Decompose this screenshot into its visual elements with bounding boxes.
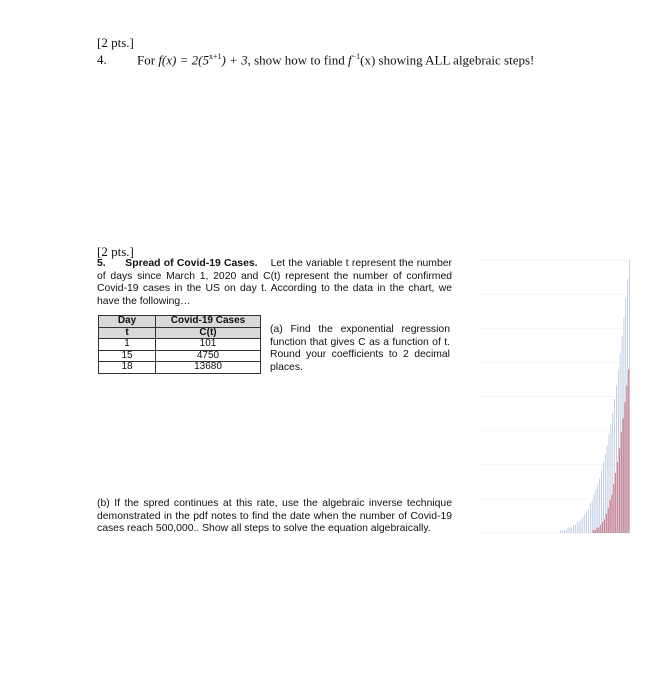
- problem4-statement: [137, 52, 534, 68]
- bar-other-countries: [590, 503, 591, 533]
- bar-other-countries: [612, 413, 613, 533]
- part-b-text: (b) If the spred continues at this rate, use the algebraic inverse technique demonstrated in the pdf notes to find the date when the number of Covid-19 cases reach 500,000.. Show all steps to solve the equation algebraically.: [97, 498, 452, 535]
- bar-united-states: [597, 528, 598, 533]
- bar-other-countries: [569, 528, 570, 533]
- bar-other-countries: [571, 528, 572, 533]
- bar-other-countries: [577, 522, 578, 533]
- problem5-intro-text: Let the variable t represent the number of days since March 1, 2020 and C(t) represent the number of confirmed Covid-19 cases in the US on day t. According to the data in the chart, we have the following…: [97, 258, 452, 307]
- table-cell: 13680: [156, 362, 261, 374]
- problem4-prefix: For: [137, 52, 156, 68]
- bar-united-states: [621, 432, 622, 533]
- bar-united-states: [593, 530, 594, 533]
- bar-united-states: [623, 418, 624, 533]
- table-row: [99, 362, 261, 374]
- bar-other-countries: [586, 511, 587, 533]
- bar-other-countries: [597, 484, 598, 533]
- table-subheader-t: t: [99, 327, 156, 339]
- bar-united-states: [595, 530, 596, 533]
- table-cell: 15: [99, 350, 156, 362]
- bar-other-countries: [625, 298, 626, 533]
- bar-other-countries: [579, 522, 580, 533]
- bar-united-states: [610, 500, 611, 533]
- problem4-function: f(x) = 2(5: [158, 52, 209, 68]
- problem4-inverse: f: [347, 52, 352, 68]
- bar-other-countries: [627, 279, 628, 533]
- problem4-function-tail: ) + 3: [221, 52, 248, 68]
- bar-other-countries: [614, 399, 615, 533]
- problem4-inverse-tail: (x): [360, 52, 376, 68]
- table-cell: 1: [99, 339, 156, 351]
- table-row: [99, 350, 261, 362]
- table-subheader-row: [99, 327, 261, 339]
- table-cell: 18: [99, 362, 156, 374]
- bar-united-states: [608, 508, 609, 533]
- bar-united-states: [619, 448, 620, 533]
- bar-united-states: [626, 386, 627, 533]
- bar-other-countries: [584, 514, 585, 533]
- bar-other-countries: [605, 454, 606, 533]
- problem5-points: [2 pts.]: [97, 244, 134, 259]
- bar-other-countries: [607, 446, 608, 533]
- bar-other-countries: [594, 495, 595, 533]
- table-subheader-ct: C(t): [156, 327, 261, 339]
- problem4-exponent: x+1: [208, 52, 222, 61]
- bar-other-countries: [573, 525, 574, 533]
- bar-other-countries: [601, 470, 602, 533]
- bar-other-countries: [629, 260, 630, 533]
- bar-other-countries: [596, 489, 597, 533]
- bar-united-states: [613, 484, 614, 533]
- bar-united-states: [612, 495, 613, 533]
- bar-other-countries: [581, 519, 582, 533]
- bar-united-states: [625, 402, 626, 533]
- bar-united-states: [617, 462, 618, 533]
- bar-other-countries: [564, 530, 565, 533]
- bar-other-countries: [620, 353, 621, 533]
- problem5-intro: [97, 258, 452, 308]
- problem5-number: 5.: [97, 258, 106, 269]
- bar-other-countries: [575, 525, 576, 533]
- bar-united-states: [598, 528, 599, 533]
- table-header-day: Day: [99, 316, 156, 328]
- problem4-inverse-sup: −1: [351, 52, 361, 61]
- bar-other-countries: [583, 517, 584, 533]
- bar-other-countries: [568, 528, 569, 533]
- bar-united-states: [600, 525, 601, 533]
- bar-united-states: [604, 519, 605, 533]
- table-cell: 101: [156, 339, 261, 351]
- table-header-cases: Covid-19 Cases: [156, 316, 261, 328]
- bar-other-countries: [624, 317, 625, 533]
- cases-table: [98, 315, 261, 374]
- bar-united-states: [602, 522, 603, 533]
- problem4-suffix: showing ALL algebraic steps!: [378, 52, 535, 68]
- bar-other-countries: [592, 500, 593, 533]
- bar-other-countries: [622, 336, 623, 533]
- bar-united-states: [606, 514, 607, 533]
- table-cell: 4750: [156, 350, 261, 362]
- bar-other-countries: [616, 386, 617, 533]
- bar-other-countries: [611, 424, 612, 533]
- bar-other-countries: [603, 462, 604, 533]
- bar-other-countries: [618, 369, 619, 533]
- problem4-number: 4.: [97, 52, 107, 67]
- problem4-points: [2 pts.]: [97, 35, 134, 50]
- bar-united-states: [628, 369, 629, 533]
- bar-other-countries: [599, 478, 600, 533]
- bar-other-countries: [566, 530, 567, 533]
- problem4-middle: , show how to find: [247, 52, 345, 68]
- table-row: [99, 339, 261, 351]
- bar-other-countries: [562, 530, 563, 533]
- bar-other-countries: [609, 435, 610, 533]
- table-header-row: [99, 316, 261, 328]
- bar-united-states: [615, 473, 616, 533]
- bar-other-countries: [588, 508, 589, 533]
- part-a-text: (a) Find the exponential regression function that gives C as a function of t. Round your coefficients to 2 decimal places.: [270, 324, 450, 373]
- problem5-title: Spread of Covid-19 Cases.: [125, 258, 258, 269]
- covid-cases-chart: [455, 255, 635, 540]
- bar-other-countries: [560, 530, 561, 533]
